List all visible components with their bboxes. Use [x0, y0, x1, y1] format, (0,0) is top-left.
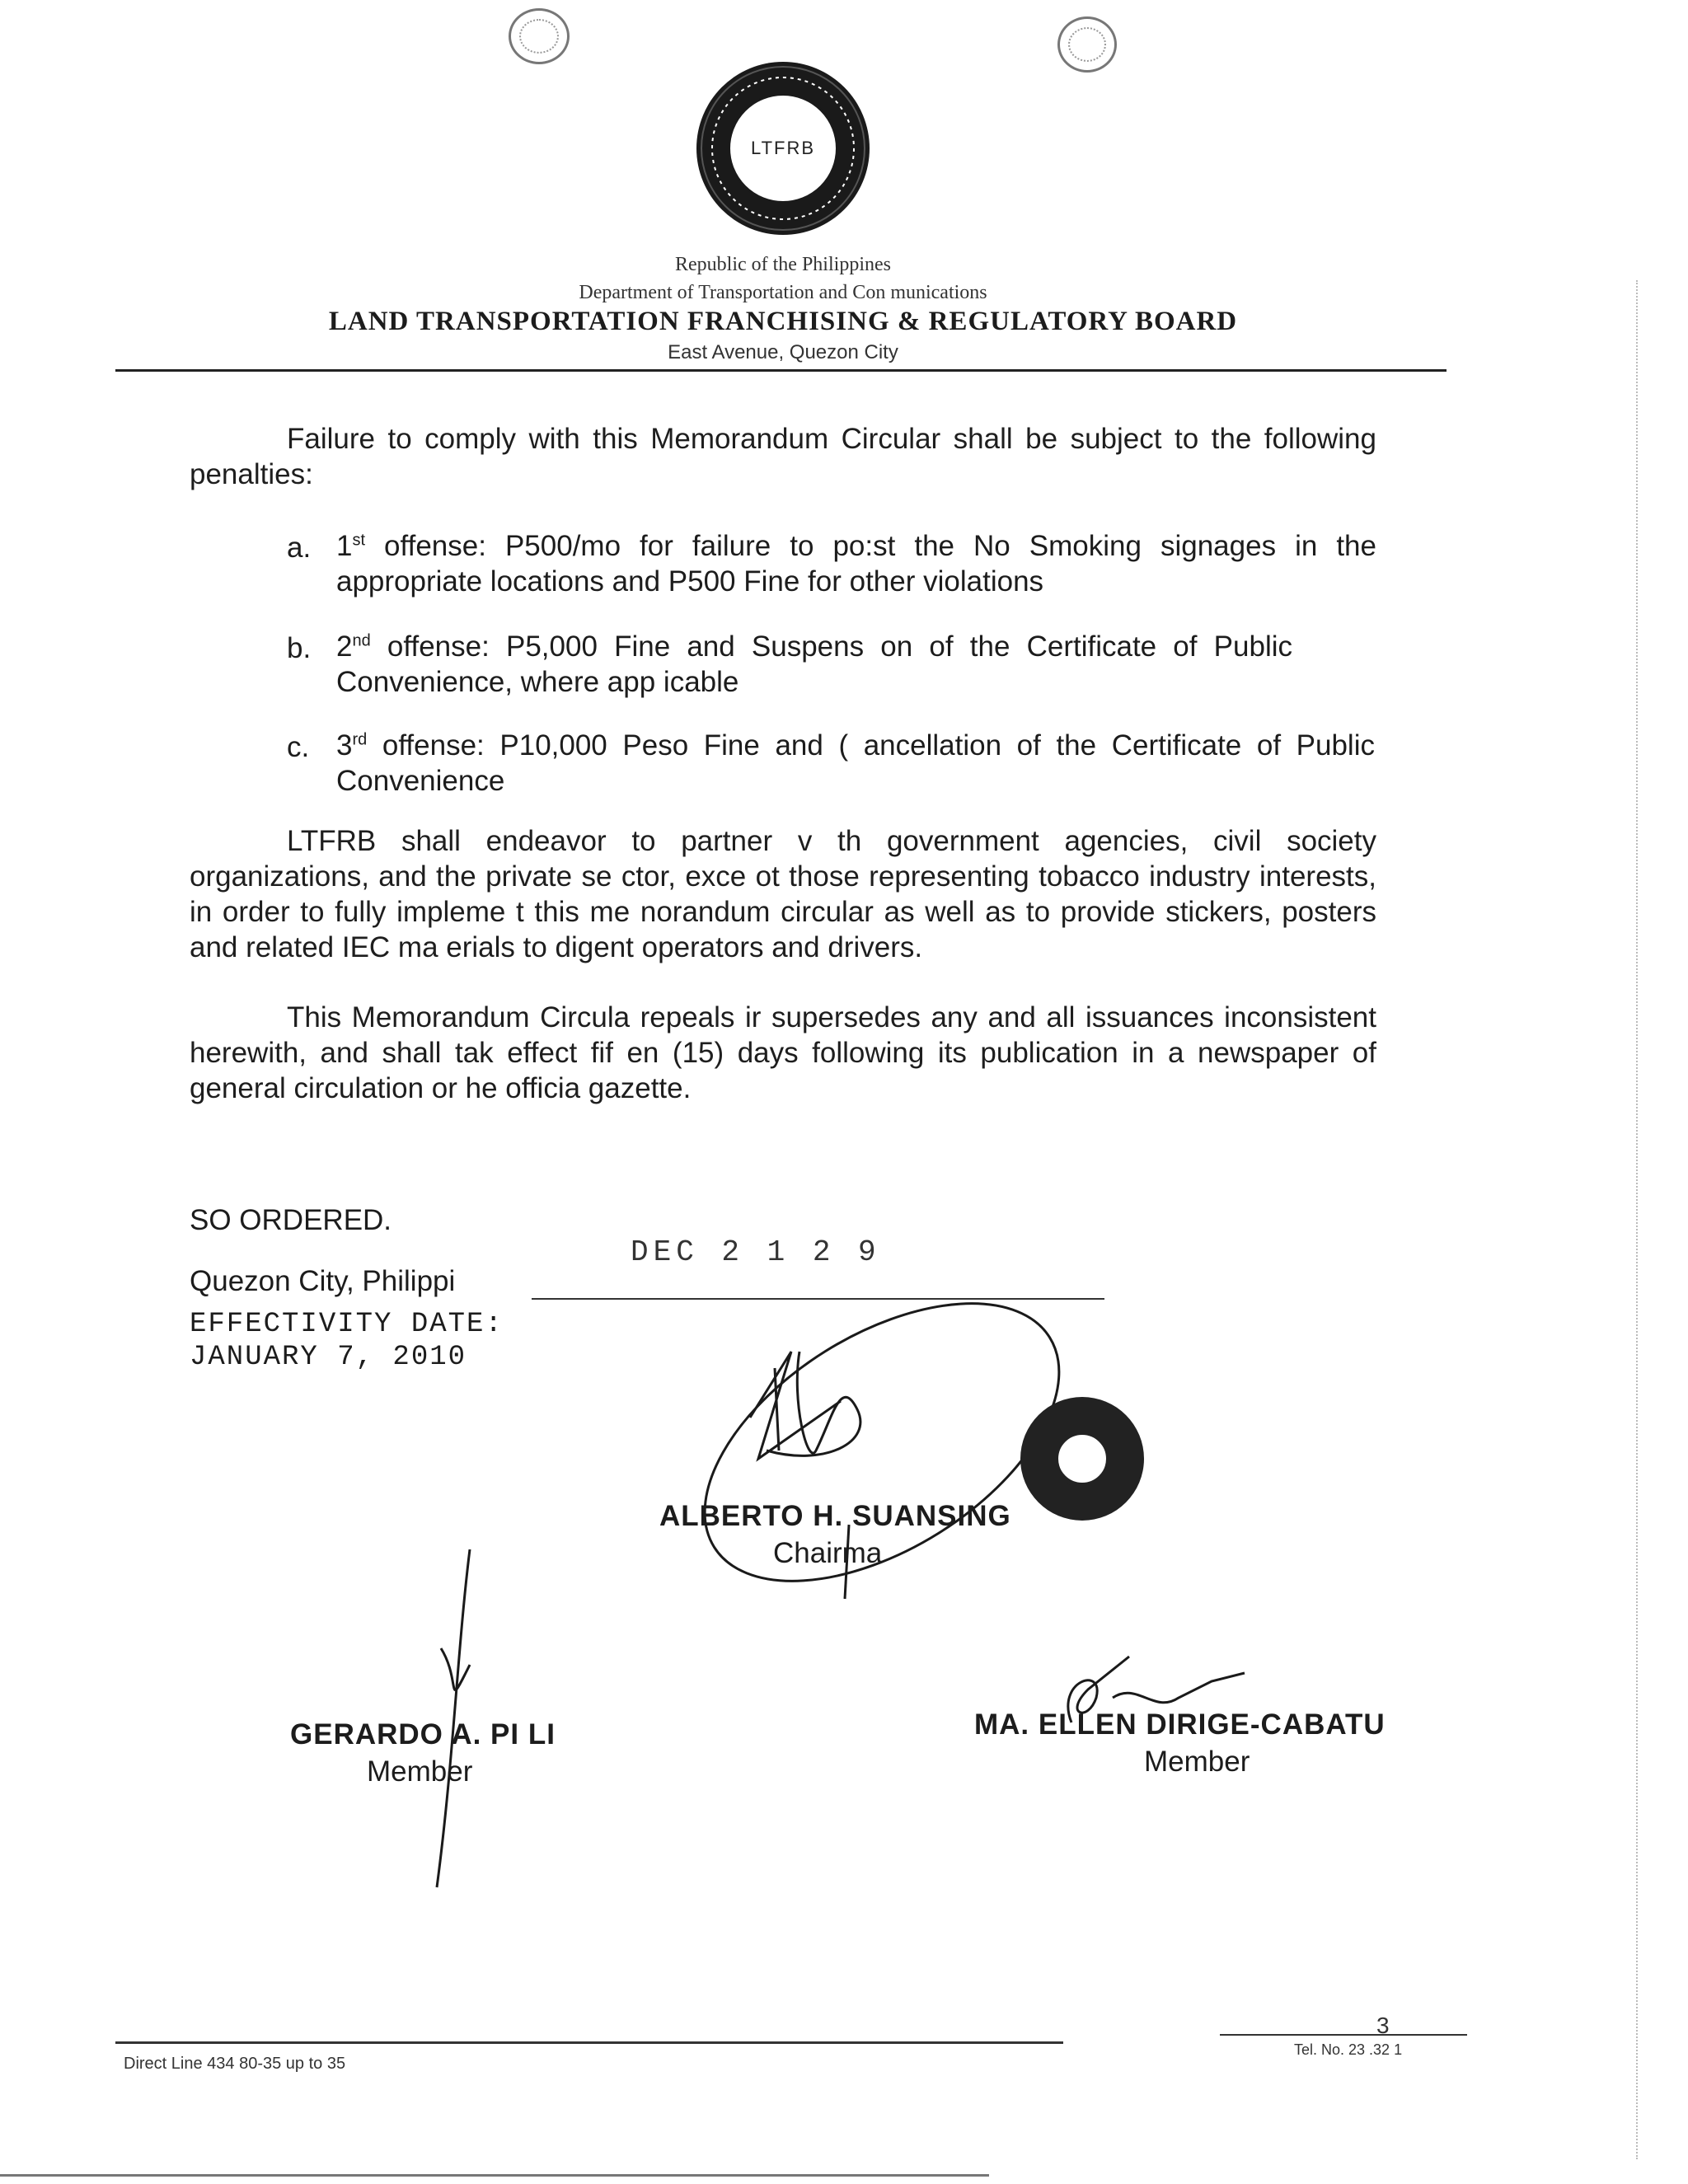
partner-paragraph: LTFRB shall endeavor to partner v th government agencies, civil society organizations, and the private se ctor, exce ot those representing tobacco industry interests, in order to fully impleme t this me norandum circular as well as to provide stickers, posters and related IEC ma erials to digent operators and drivers. — [190, 825, 1376, 963]
repeal-paragraph: This Memorandum Circula repeals ir supersedes any and all issuances inconsistent herewith, and shall tak effect fif en (15) days following its publication in a newspaper of general circulation or he officia gazette. — [190, 1001, 1376, 1104]
penalty-b-text — [336, 629, 1292, 700]
ltfrb-logo — [696, 62, 870, 235]
footer-code: Tel. No. 23 .32 1 — [1294, 2041, 1403, 2058]
member2-name: MA. ELLEN DIRIGE-CABATU — [974, 1708, 1386, 1741]
member1-role: Member — [367, 1755, 473, 1788]
so-ordered: SO ORDERED. — [190, 1204, 392, 1236]
top-right-seal — [1057, 16, 1117, 73]
header-divider — [115, 369, 1447, 372]
chairman-seal — [1020, 1397, 1144, 1521]
member1-name: GERARDO A. PI LI — [290, 1718, 556, 1750]
penalty-a-text — [336, 528, 1376, 599]
penalty-a-ordinal: 1 — [336, 530, 353, 562]
penalty-b-letter: b. — [287, 632, 312, 664]
penalty-c-letter: c. — [287, 731, 310, 763]
chairman-seal-inner — [1053, 1430, 1111, 1488]
chairman-name: ALBERTO H. SUANSING — [659, 1500, 1011, 1532]
penalty-b-ordinal: 2 — [336, 630, 353, 663]
penalty-a-sup: st — [352, 531, 366, 550]
agency-address: East Avenue, Quezon City — [668, 341, 898, 363]
date-stamp: DEC 2 1 2 9 — [631, 1235, 881, 1269]
penalty-a-letter: a. — [287, 532, 312, 564]
penalty-c-body: offense: P10,000 Peso Fine and ( ancellation of the Certificate of Public Convenience — [336, 729, 1375, 797]
effectivity-label: EFFECTIVITY DATE: — [190, 1309, 504, 1340]
chairman-role: Chairma — [773, 1537, 883, 1569]
top-left-seal — [509, 8, 570, 64]
direct-line: Direct Line 434 80-35 up to 35 — [124, 2055, 346, 2073]
scan-edge-bottom — [0, 2174, 989, 2177]
member2-role: Member — [1144, 1746, 1250, 1778]
logo-center — [728, 93, 838, 204]
penalty-b-body: offense: P5,000 Fine and Suspens on of the Certificate of Public Convenience, where app icable — [336, 630, 1292, 698]
logo-text: LTFRB — [750, 138, 816, 158]
intro-paragraph: Failure to comply with this Memorandum Circular shall be subject to the following penalties: — [190, 423, 1376, 490]
scan-edge-right — [1636, 280, 1639, 2159]
penalty-c-sup: rd — [352, 730, 368, 749]
place-line: Quezon City, Philippi — [190, 1265, 456, 1297]
date-underline — [532, 1298, 1104, 1300]
effectivity-date: JANUARY 7, 2010 — [190, 1342, 467, 1373]
republic-line: Republic of the Philippines — [675, 254, 891, 275]
penalty-b-sup: nd — [352, 631, 371, 650]
penalty-a-body: offense: P500/mo for failure to po:st the No Smoking signages in the appropriate locations and P500 Fine for other violations — [336, 530, 1376, 598]
page-number: 3 — [1376, 2013, 1390, 2038]
footer-rule-left — [115, 2041, 1063, 2044]
agency-name: LAND TRANSPORTATION FRANCHISING & REGULATORY BOARD — [328, 307, 1238, 336]
department-line: Department of Transportation and Con munications — [579, 282, 987, 303]
footer-rule-right — [1220, 2034, 1467, 2036]
penalty-c-text — [336, 728, 1375, 799]
penalty-c-ordinal: 3 — [336, 729, 353, 762]
